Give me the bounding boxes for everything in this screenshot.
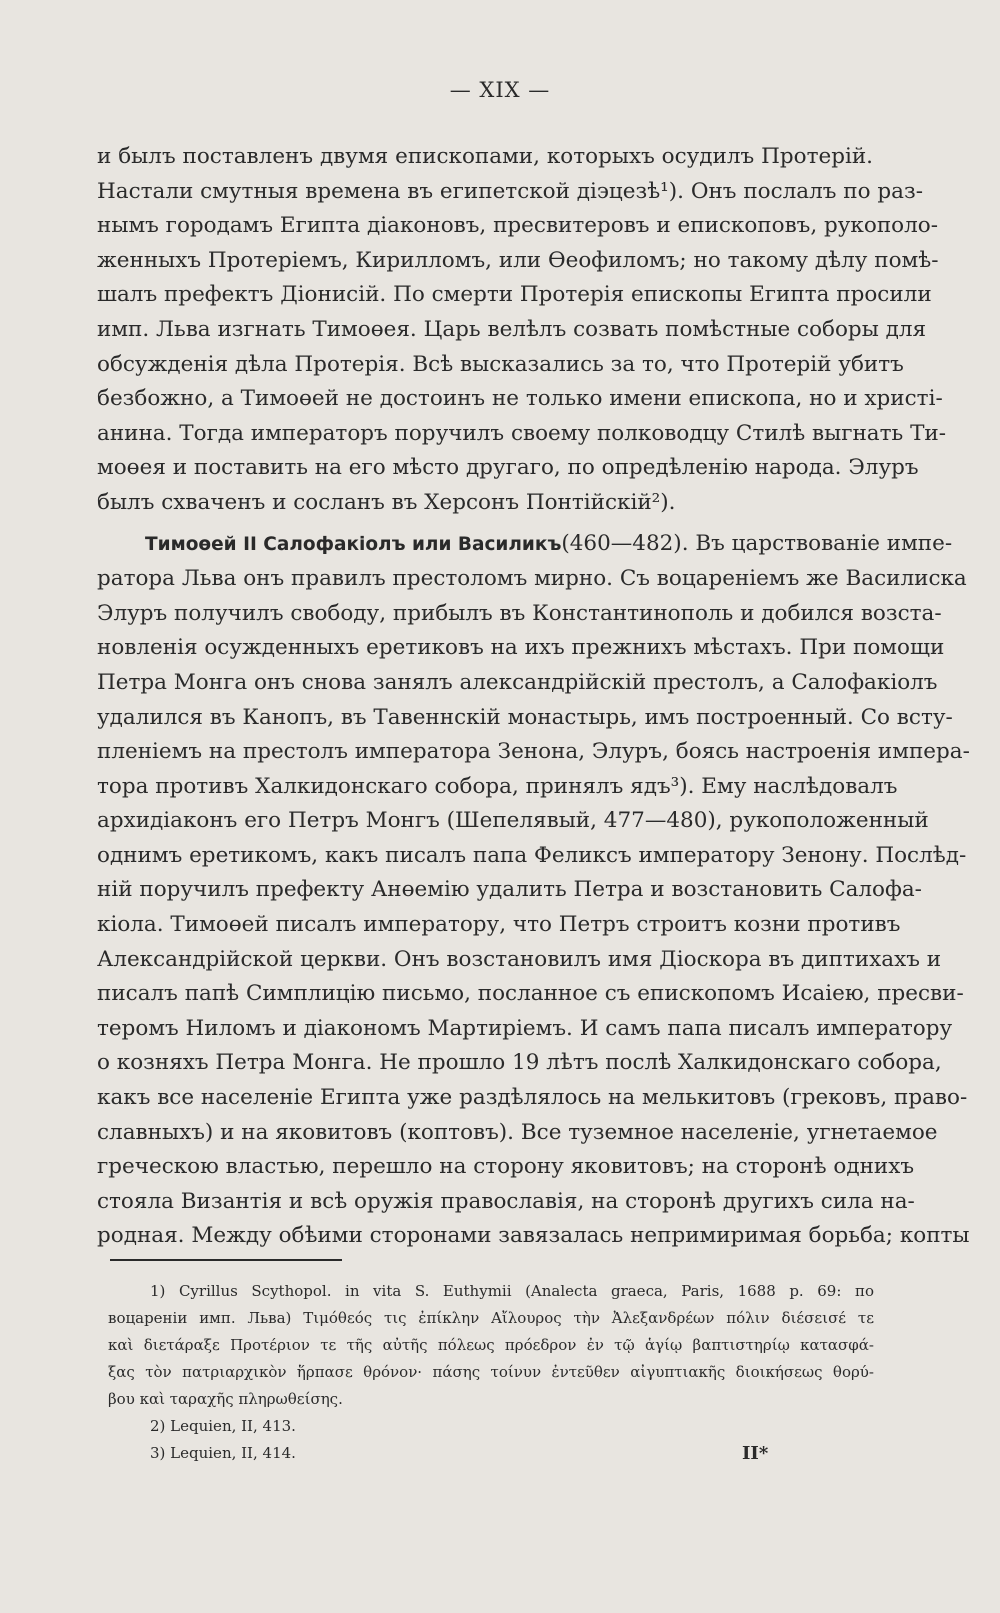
footnote-3: 3) Lequien, II, 414. (150, 1444, 296, 1462)
footnotes (108, 1278, 874, 1467)
text-line: Элуръ получилъ свободу, прибылъ въ Константинополь и добился возста- (97, 600, 942, 626)
paragraph-lead-title: Тимоөей II Салофакіолъ или Василикъ (145, 533, 562, 555)
text-line: греческою властью, перешло на сторону яковитовъ; на сторонѣ однихъ (97, 1154, 915, 1180)
text-line: новленія осужденныхъ еретиковъ на ихъ прежнихъ мѣстахъ. При помощи (97, 635, 945, 661)
text-line: кіола. Тимоөей писалъ императору, что Петръ строитъ козни противъ (97, 912, 901, 938)
text-line: и былъ поставленъ двумя епископами, которыхъ осудилъ Протерій. (97, 144, 873, 169)
printer-signature: II* (742, 1443, 769, 1464)
text-line: женныхъ Протеріемъ, Кирилломъ, или Өеофиломъ; но такому дѣлу помѣ- (97, 247, 939, 273)
paragraph-1 (97, 140, 946, 521)
text-line: былъ схваченъ и сосланъ въ Херсонъ Понтійскій²). (97, 489, 676, 515)
text-line: теромъ Ниломъ и діакономъ Мартиріемъ. И самъ папа писалъ императору (97, 1015, 953, 1041)
text-line: обсужденія дѣла Протерія. Всѣ высказались за то, что Протерій убитъ (97, 351, 904, 377)
text-line: пленіемъ на престолъ императора Зенона, Элуръ, боясь настроенія импера- (97, 739, 970, 765)
footnote-line: 1) Cyrillus Scythopol. in vita S. Euthymii (Analecta graeca, Paris, 1688 p. 69: по (150, 1282, 874, 1300)
footnote-line: ξας τὸν πατριαρχικὸν ἥρπασε θρόνον· πάσης τοίνυν ἐντεῦθεν αἰγυπτιακῆς διοικήσεως θορύ- (108, 1363, 874, 1381)
footnote-line: βου καὶ ταραχῆς πληρωθείσης. (108, 1390, 343, 1408)
text-line: моөея и поставить на его мѣсто другаго, по опредѣленію народа. Элуръ (97, 455, 919, 481)
text-line: однимъ еретикомъ, какъ писалъ папа Феликсъ императору Зенону. Послѣд- (97, 842, 967, 868)
text-line: славныхъ) и на яковитовъ (коптовъ). Все туземное населеніе, угнетаемое (97, 1119, 938, 1145)
paragraph-lead-rest: (460—482). Въ царствованіе импе- (561, 530, 953, 556)
footnote-divider (110, 1259, 342, 1261)
text-line: ратора Льва онъ правилъ престоломъ мирно. Съ воцареніемъ же Василиска (97, 566, 967, 592)
text-line: писалъ папѣ Симплицію письмо, посланное съ епископомъ Исаіею, пресви- (97, 981, 964, 1007)
text-line: безбожно, а Тимоөей не достоинъ не только имени епископа, но и христі- (97, 386, 943, 412)
text-line: шалъ префектъ Діонисій. По смерти Протерія епископы Египта просили (97, 282, 932, 308)
page-number: — XIX — (449, 78, 551, 102)
text-line: родная. Между обѣими сторонами завязалась непримиримая борьба; копты (97, 1223, 970, 1249)
text-line: тора противъ Халкидонскаго собора, принялъ ядъ³). Ему наслѣдовалъ (97, 773, 898, 799)
main-text (97, 140, 970, 1254)
footnote-line: καὶ διετάραξε Προτέριον τε τῆς αὐτῆς πόλεως πρόεδρον ἐν τῷ ἁγίῳ βαπτιστηρίῳ κατασφά- (108, 1336, 874, 1354)
text-line: удалился въ Канопъ, въ Тавеннскій монастырь, имъ построенный. Со всту- (97, 704, 953, 730)
paragraph-2 (97, 527, 970, 1254)
text-line: какъ все населеніе Египта уже раздѣлялось на мелькитовъ (грековъ, право- (97, 1085, 968, 1111)
text-line: анина. Тогда императоръ поручилъ своему полководцу Стилѣ выгнать Ти- (97, 420, 946, 446)
text-line: стояла Византія и всѣ оружія православія, на сторонѣ другихъ сила на- (97, 1188, 915, 1214)
text-line: нымъ городамъ Египта діаконовъ, пресвитеровъ и епископовъ, рукополо- (97, 213, 938, 239)
footnote-line: воцареніи имп. Льва) Τιμόθεός τις ἐπίκλην Αἴλουρος τὴν Ἀλεξανδρέων πόλιν διέσεισέ τε (108, 1309, 874, 1327)
text-line: о козняхъ Петра Монга. Не прошло 19 лѣтъ послѣ Халкидонскаго собора, (97, 1050, 942, 1076)
text-line (97, 527, 953, 563)
text-line: Александрійской церкви. Онъ возстановилъ имя Діоскора въ диптихахъ и (97, 946, 942, 972)
text-line: имп. Льва изгнать Тимоөея. Царь велѣлъ созвать помѣстные соборы для (97, 316, 927, 342)
text-line: архидіаконъ его Петръ Монгъ (Шепелявый, 477—480), рукоположенный (97, 808, 929, 834)
text-line: Настали смутныя времена въ египетской діэцезѣ¹). Онъ послалъ по раз- (97, 178, 923, 204)
text-line: ній поручилъ префекту Анөемію удалить Петра и возстановить Салофа- (97, 877, 922, 903)
text-line: Петра Монга онъ снова занялъ александрійскій престолъ, а Салофакіолъ (97, 669, 938, 695)
footnote-2: 2) Lequien, II, 413. (150, 1417, 296, 1435)
